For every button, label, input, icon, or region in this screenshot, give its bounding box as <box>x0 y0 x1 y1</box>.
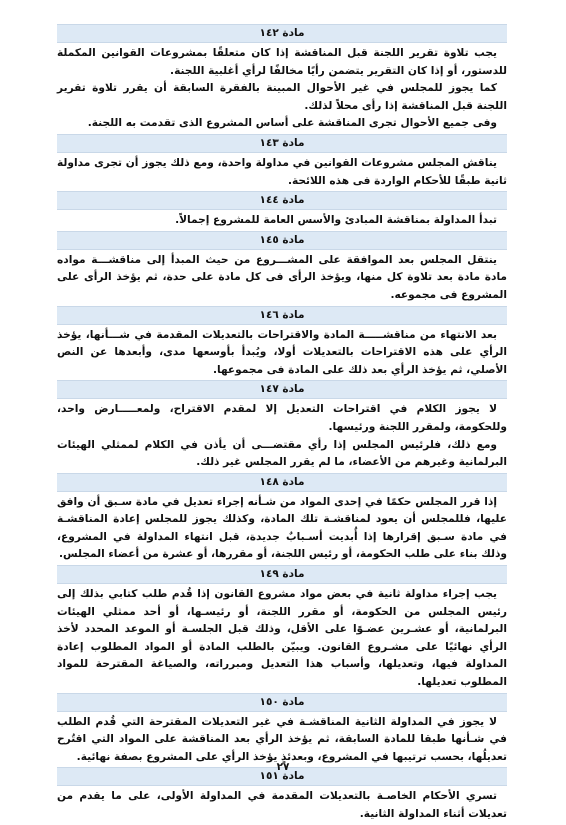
article-paragraph: لا يجوز في المداولة الثانية المناقشـة في غير التعديلات المقترحة التي قُدم الطلب في شـأنها طبقا للمادة السابقة، ثم يؤخذ الرأي بعد المناقشة على المواد التي اقتُرح تعديلُها، بحسب ترتيبها في المشروع، وبعدئذٍ يؤخذ الرأي على المشروع بصفة نهائية. <box>57 715 507 763</box>
article-heading: مادة ١٤٤ <box>57 191 507 210</box>
page-content <box>57 23 507 825</box>
article-heading: مادة ١٤٦ <box>57 306 507 325</box>
article-body <box>57 212 507 230</box>
article-paragraph: إذا قرر المجلس حكمًا في إحدى المواد من شـأنه إجراء تعديل في مادة سـبق أن وافق عليها، فللمجلس أن يعود لمناقشـة تلك المادة، وكذلك يجوز للمجلس إعادة المناقشـة في مادة سـبق إقرارها إذا أُبديت أسـبابٌ جديدة، قبل انتهاء المداولة في المشروع، وذلك بناء على طلب الحكومة، أو رئيس اللجنة، أو مقررها، أو عشرة من أعضاء المجلس. <box>57 495 507 561</box>
article-paragraph: وفى جميع الأحوال تجرى المناقشة على أساس المشروع الذى تقدمت به اللجنة. <box>87 117 497 130</box>
article-heading: مادة ١٤٣ <box>57 134 507 153</box>
article-body <box>57 401 507 471</box>
article-paragraph: كما يجوز للمجلس في غير الأحوال المبينة بالفقرة السابقة أن يقرر تلاوة تقرير اللجنة قبل المناقشة إذا رأى محلاً لذلك. <box>57 82 507 112</box>
article-body <box>57 714 507 767</box>
page-number: ٢٧ <box>276 761 290 773</box>
article-paragraph: تسري الأحكام الخاصـة بالتعديلات المقدمة في المداولة الأولى، على ما يقدم من تعديلات أثناء المداولة الثانية. <box>57 790 507 820</box>
article-heading: مادة ١٥١ <box>57 767 507 786</box>
article-paragraph: ومع ذلك، فلرئيس المجلس إذا رأي مقتضـــى أن يأذن في الكلام لممثلي الهيئات البرلمانية وغيرهم من الأعضاء، ما لم يقرر المجلس غير ذلك. <box>57 438 507 469</box>
article-heading: مادة ١٤٧ <box>57 380 507 399</box>
article-paragraph: يجب تلاوة تقرير اللجنة قبل المناقشة إذا كان متعلقًا بمشروعات القوانين المكملة للدستور، أو إذا كان التقرير يتضمن رأيًا مخالفًا لرأي أغلبية اللجنة. <box>57 47 507 77</box>
article-body <box>57 494 507 564</box>
article-heading: مادة ١٥٠ <box>57 693 507 712</box>
article-body <box>57 586 507 692</box>
article-heading: مادة ١٤٥ <box>57 231 507 250</box>
article-paragraph: تبدأ المداولة بمناقشة المبادئ والأسس العامة للمشروع إجمالاً. <box>175 214 497 227</box>
article-paragraph: بعد الانتهاء من مناقشـــــة المادة والاقتراحات بالتعديلات المقدمة في شـــأنها، يؤخذ الرأي على هذه الاقتراحات بالتعديلات أولا، ويُبدأ بأوسعها مدى، وأبعدها عن النص الأصلي، ثم يؤخذ الرأي بعد ذلك على المادة فى مجموعها. <box>57 328 507 376</box>
article-body <box>57 788 507 823</box>
article-body <box>57 45 507 133</box>
article-paragraph: يجب إجراء مداولة ثانية في بعض مواد مشروع القانون إذا قُدم طلب كتابي بذلك إلى رئيس المجلس من الحكومة، أو مقرر اللجنة، أو رئيسـها، أو أحد ممثلي الهيئات البرلمانية، أو عشـرين عضـوًا على الأقل، وذلك قبل الجلسـة أو الموعد المحدد لأخذ الرأي نهائيًا على مشـروع القانون. ويبيّن بالطلب المادة أو المواد المطلوب إعادة المداولة فيها، وتعديلها، وأسباب هذا التعديل ومبرراته، والصياغة المقترحة للمواد المطلوب تعديلها. <box>57 588 507 689</box>
article-paragraph: لا يجوز الكلام في اقتراحات التعديل إلا لمقدم الاقتراح، ولمعـــــارض واحد، وللحكومة، ولمقرر اللجنة ورئيسها. <box>57 403 507 433</box>
article-body <box>57 155 507 190</box>
article-heading: مادة ١٤٢ <box>57 24 507 43</box>
article-paragraph: يناقش المجلس مشروعات القوانين في مداولة واحدة، ومع ذلك يجوز أن تجرى مداولة ثانية طبقًا للأحكام الواردة فى هذه اللائحة. <box>57 156 507 187</box>
article-body <box>57 252 507 305</box>
article-heading: مادة ١٤٨ <box>57 473 507 492</box>
article-body <box>57 327 507 380</box>
article-heading: مادة ١٤٩ <box>57 565 507 584</box>
article-paragraph: ينتقل المجلس بعد الموافقة على المشـــروع من حيث المبدأ إلى مناقشـــة مواده مادة مادة بعد تلاوة كل منها، ويؤخذ الرأى فى كل مادة على حدة، ثم يؤخذ الرأى على المشروع فى مجموعه. <box>57 253 507 301</box>
